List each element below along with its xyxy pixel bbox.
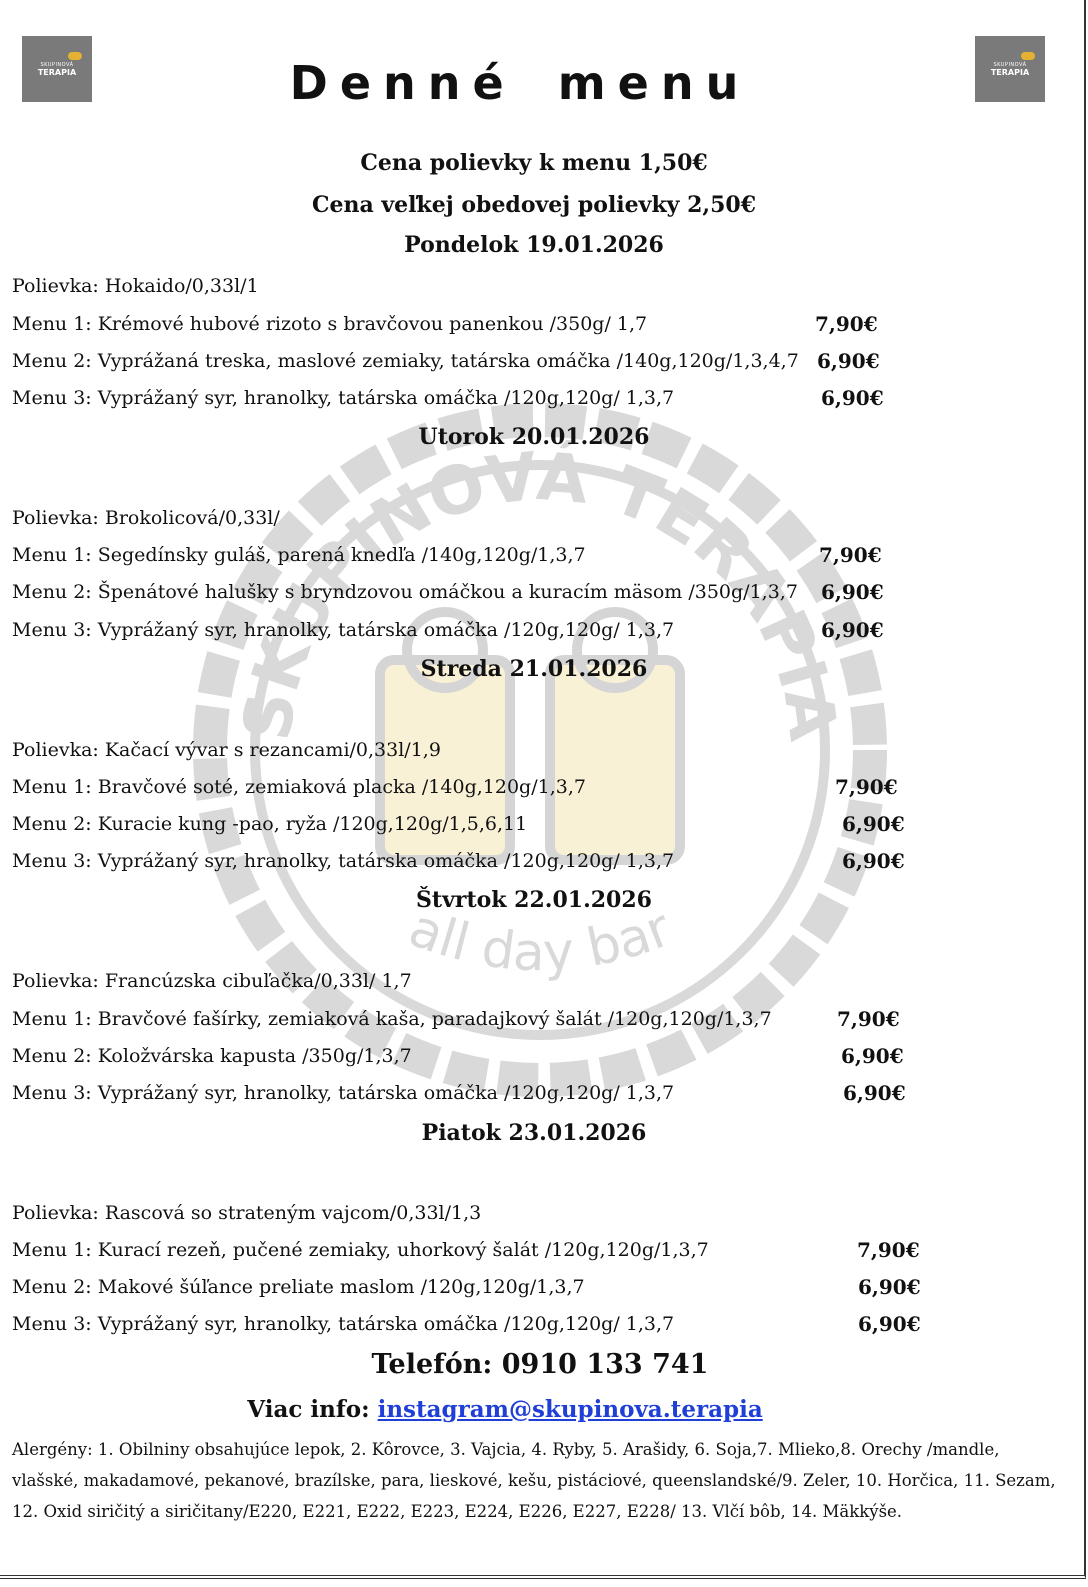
watermark-arc-text: SKUPINOVÁ TERAPIA: [228, 437, 852, 745]
menu-item: Menu 2: Makové šúľance preliate maslom /120g,120g/1,3,7: [12, 1276, 585, 1298]
menu-price: 7,90€: [835, 775, 898, 799]
menu-item: Menu 3: Vyprážaný syr, hranolky, tatárska omáčka /120g,120g/ 1,3,7: [12, 850, 675, 872]
menu-price: 6,90€: [858, 1312, 921, 1336]
soup-line: Polievka: Rascová so strateným vajcom/0,33l/1,3: [12, 1202, 482, 1224]
menu-item: Menu 3: Vyprážaný syr, hranolky, tatárska omáčka /120g,120g/ 1,3,7: [12, 1313, 675, 1335]
menu-price: 6,90€: [841, 1044, 904, 1068]
logo-line2: TERAPIA: [37, 67, 77, 77]
menu-item: Menu 1: Krémové hubové rizoto s bravčovou panenkou /350g/ 1,7: [12, 313, 648, 335]
soup-line: Polievka: Francúzska cibuľačka/0,33l/ 1,7: [12, 970, 412, 992]
day-heading: Piatok 23.01.2026: [421, 1120, 647, 1146]
page-title: Denné menu: [289, 56, 751, 110]
logo-line1: SKUPINOVÁ: [40, 61, 74, 68]
menu-price: 6,90€: [842, 812, 905, 836]
menu-price: 6,90€: [821, 618, 884, 642]
day-heading: Streda 21.01.2026: [420, 656, 648, 682]
menu-item: Menu 1: Kurací rezeň, pučené zemiaky, uhorkový šalát /120g,120g/1,3,7: [12, 1239, 709, 1261]
logo-line1: SKUPINOVÁ: [993, 61, 1027, 68]
soup-line: Polievka: Hokaido/0,33l/1: [12, 275, 259, 297]
menu-item: Menu 2: Kuracie kung -pao, ryža /120g,120g/1,5,6,11: [12, 813, 528, 835]
more-info-label: Viac info:: [247, 1396, 378, 1423]
menu-item: Menu 2: Vyprážaná treska, maslové zemiaky, tatárska omáčka /140g,120g/1,3,4,7: [12, 350, 799, 372]
watermark-bottom-text: all day bar: [401, 898, 679, 984]
day-heading: Pondelok 19.01.2026: [404, 232, 664, 258]
menu-item: Menu 3: Vyprážaný syr, hranolky, tatárska omáčka /120g,120g/ 1,3,7: [12, 1082, 675, 1104]
menu-item: Menu 3: Vyprážaný syr, hranolky, tatárska omáčka /120g,120g/ 1,3,7: [12, 619, 675, 641]
menu-price: 6,90€: [821, 386, 884, 410]
menu-price: 6,90€: [858, 1275, 921, 1299]
allergens-note: Alergény: 1. Obilniny obsahujúce lepok, 2. Kôrovce, 3. Vajcia, 4. Ryby, 5. Arašidy, 6. Soja,7. Mlieko,8. Orechy /mandle, vlašské, makadamové, pekanové, brazílske, para, lieskové, kešu, pistáciové, queenslandské/9. Zeler, 10. Horčica, 11. Sezam, 12. Oxid siričitý a siričitany/E220, E221, E222, E223, E224, E226, E227, E228/ 13. Vlčí bôb, 14. Mäkkýše.: [12, 1440, 1056, 1521]
menu-price: 7,90€: [857, 1238, 920, 1262]
soup-line: Polievka: Brokolicová/0,33l/: [12, 507, 280, 529]
menu-price: 7,90€: [819, 543, 882, 567]
menu-item: Menu 2: Špenátové halušky s bryndzovou omáčkou a kuracím mäsom /350g/1,3,7: [12, 581, 798, 603]
day-heading: Utorok 20.01.2026: [418, 424, 650, 450]
menu-item: Menu 1: Bravčové fašírky, zemiaková kaša, paradajkový šalát /120g,120g/1,3,7: [12, 1008, 772, 1030]
menu-price: 7,90€: [837, 1007, 900, 1031]
soup-price-large: Cena veľkej obedovej polievky 2,50€: [311, 192, 757, 218]
menu-price: 7,90€: [815, 312, 878, 336]
menu-price: 6,90€: [842, 849, 905, 873]
menu-item: Menu 3: Vyprážaný syr, hranolky, tatárska omáčka /120g,120g/ 1,3,7: [12, 387, 675, 409]
menu-item: Menu 1: Segedínsky guláš, parená knedľa /140g,120g/1,3,7: [12, 544, 586, 566]
soup-line: Polievka: Kačací vývar s rezancami/0,33l/1,9: [12, 739, 441, 761]
menu-price: 6,90€: [843, 1081, 906, 1105]
more-info: [0, 1396, 1010, 1423]
soup-price-menu: Cena polievky k menu 1,50€: [360, 150, 708, 176]
instagram-link[interactable]: instagram@skupinova.terapia: [377, 1396, 763, 1423]
logo-line2: TERAPIA: [990, 67, 1030, 77]
menu-item: Menu 2: Koložvárska kapusta /350g/1,3,7: [12, 1045, 412, 1067]
menu-item: Menu 1: Bravčové soté, zemiaková placka /140g,120g/1,3,7: [12, 776, 586, 798]
menu-price: 6,90€: [817, 349, 880, 373]
day-heading: Štvrtok 22.01.2026: [416, 887, 652, 913]
phone-number: Telefón: 0910 133 741: [371, 1349, 709, 1380]
menu-price: 6,90€: [821, 580, 884, 604]
